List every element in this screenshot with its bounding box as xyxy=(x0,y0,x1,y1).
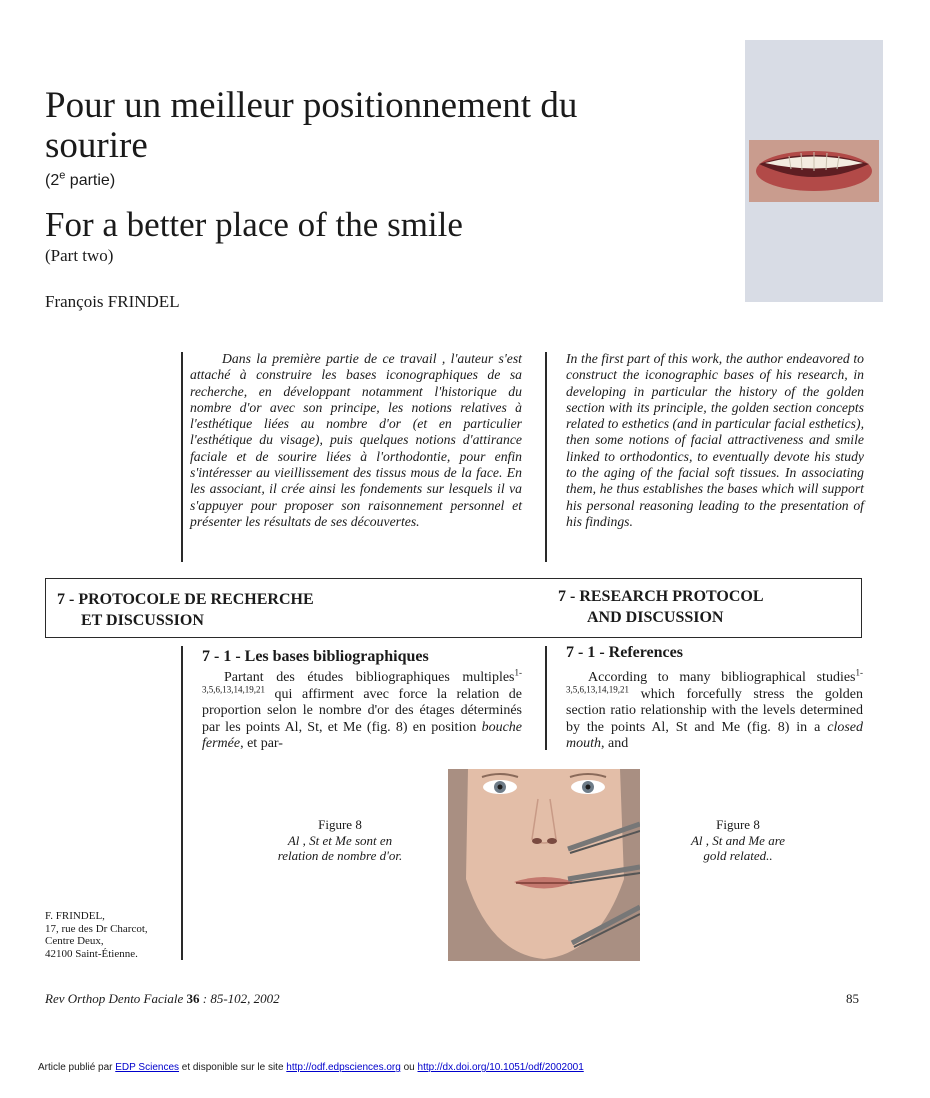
author-name: François FRINDEL xyxy=(45,292,180,311)
subsection-heading-french: 7 - 1 - Les bases bibliographiques xyxy=(202,648,429,665)
page-number: 85 xyxy=(846,991,859,1006)
figure-caption-french: Figure 8 Al , St et Me sont en relation de nombre d'or. xyxy=(255,817,425,864)
figure-caption-english: Figure 8 Al , St and Me are gold related.. xyxy=(668,817,808,864)
figure-label: Figure 8 xyxy=(318,817,362,832)
section-heading-english: 7 - RESEARCH PROTOCOL AND DISCUSSION xyxy=(558,588,764,626)
smile-photo xyxy=(749,140,879,202)
doi-link[interactable]: http://dx.doi.org/10.1051/odf/2002001 xyxy=(417,1062,584,1073)
body-text-french: Partant des études bibliographiques multiples$^{1-3,5,6,13,14,19,21}$ qui affirment avec force la relation de proportion selon le nombre d'or des étages déterminés par les points Al, St, et Me (fig. 8) en position bouche fermée, et par- xyxy=(202,667,522,752)
column-divider xyxy=(545,352,547,562)
body-text-english: According to many bibliographical studies$^{1-3,5,6,13,14,19,21}$ which forcefully stress the golden section ratio relationship with the levels determined by the points Al, St and Me (fig. 8) in a closed mouth, and xyxy=(566,667,863,752)
title-french: Pour un meilleur positionnement du sourire xyxy=(45,85,578,166)
section-heading-french: 7 - PROTOCOLE DE RECHERCHE ET DISCUSSION xyxy=(57,591,314,629)
part-label-french: (2e partie) xyxy=(45,169,116,189)
title-english: For a better place of the smile xyxy=(45,205,463,244)
column-divider xyxy=(181,352,183,562)
publisher-notice: Article publié par EDP Sciences et disponible sur le site http://odf.edpsciences.org ou http://dx.doi.org/10.1051/odf/2002001 xyxy=(38,1062,584,1073)
journal-reference: Rev Orthop Dento Faciale 36 : 85-102, 2002 xyxy=(45,991,280,1006)
subsection-heading-english: 7 - 1 - References xyxy=(566,644,683,661)
journal-site-link[interactable]: http://odf.edpsciences.org xyxy=(286,1062,401,1073)
author-address: F. FRINDEL, 17, rue des Dr Charcot, Centre Deux, 42100 Saint-Étienne. xyxy=(45,910,148,960)
figure-label: Figure 8 xyxy=(716,817,760,832)
abstract-french: Dans la première partie de ce travail , l'auteur s'est attaché à construire les bases iconographiques de sa recherche, en développant notamment l'historique du nombre d'or avec son principe, les notions relatives à l'esthétique liées au nombre d'or (et en particulier l'esthétique du visage), puis quelques notions d'attirance faciale et de sourire liées à l'orthodontie, pour enfin s'intéresser au vieillissement des tissus mous de la face. En les associant, il crée ainsi les fondements sur lesquels il va s'appuyer pour proposer son raisonnement personnel et présenter les résultats de ses découvertes. xyxy=(190,351,522,529)
abstract-english: In the first part of this work, the author endeavored to construct the iconographic bases of his research, in developing in particular the history of the golden section with its principle, the golden section concepts related to esthetics (and in particular facial esthetics), then some notions of facial attractiveness and smile linked to orthodontics, to eventually devote his study to the aging of the facial soft tissues. In associating them, he thus establishes the bases which will support his personal reasoning leading to the presentation of his findings. xyxy=(566,351,864,529)
part-label-english: (Part two) xyxy=(45,246,114,265)
edp-sciences-link[interactable]: EDP Sciences xyxy=(115,1062,180,1073)
face-photo xyxy=(448,769,640,961)
column-divider xyxy=(181,646,183,960)
column-divider xyxy=(545,646,547,750)
